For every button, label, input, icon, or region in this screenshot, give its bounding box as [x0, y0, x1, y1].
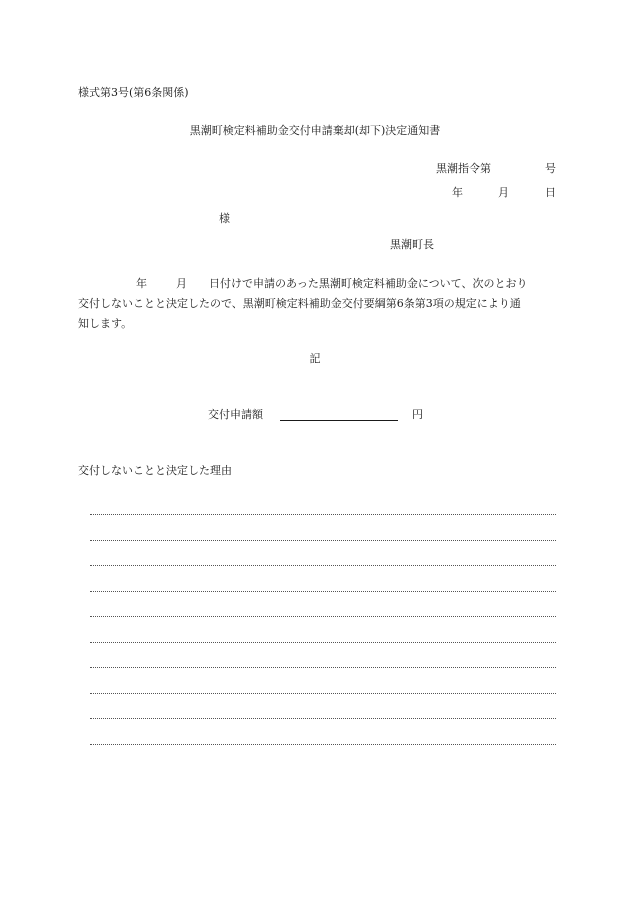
amount-unit: 円	[412, 408, 423, 421]
reason-dotted-line	[90, 616, 556, 617]
reason-dotted-line	[90, 693, 556, 694]
reason-dotted-line	[90, 667, 556, 668]
recipient-honorific: 様	[219, 212, 230, 225]
document-title: 黒潮町検定料補助金交付申請棄却(却下)決定通知書	[189, 124, 441, 137]
reason-dotted-line	[90, 565, 556, 566]
date-month-label: 月	[498, 186, 509, 199]
form-number: 様式第3号(第6条関係)	[78, 86, 189, 99]
reason-dotted-line	[90, 718, 556, 719]
body-paragraph	[78, 274, 556, 334]
reference-suffix: 号	[545, 162, 556, 175]
date-day-label: 日	[545, 186, 556, 199]
body-line-2: 交付しないことと決定したので、黒潮町検定料補助金交付要綱第6条第3項の規定により通	[78, 297, 521, 310]
issue-date	[436, 186, 556, 200]
body-line-3: 知します。	[78, 317, 133, 330]
reference-prefix: 黒潮指令第	[436, 162, 491, 175]
reason-dotted-line	[90, 591, 556, 592]
reason-heading: 交付しないことと決定した理由	[78, 464, 232, 477]
amount-label: 交付申請額	[208, 408, 263, 421]
body-year-label: 年	[136, 277, 147, 290]
date-year-label: 年	[452, 186, 463, 199]
issuer-name: 黒潮町長	[390, 238, 434, 251]
reason-dotted-line	[90, 514, 556, 515]
body-month-label: 月	[176, 277, 187, 290]
reason-dotted-line	[90, 744, 556, 745]
reason-dotted-line	[90, 642, 556, 643]
reason-dotted-line	[90, 540, 556, 541]
amount-blank-field	[280, 420, 398, 421]
ki-heading: 記	[309, 352, 321, 365]
body-line-1-text: 日付けで申請のあった黒潮町検定料補助金について、次のとおり	[209, 277, 528, 290]
body-line-1	[78, 274, 556, 294]
